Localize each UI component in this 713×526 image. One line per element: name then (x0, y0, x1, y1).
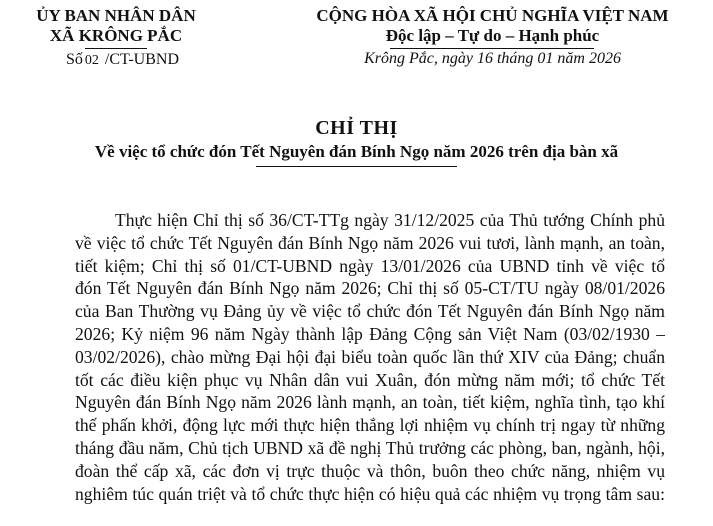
authority-underline (85, 48, 147, 49)
document-subtitle: Về việc tổ chức đón Tết Nguyên đán Bính Ngọ năm 2026 trên địa bàn xã (94, 142, 619, 161)
body-line: Thực hiện Chỉ thị số 36/CT-TTg ngày 31/12/2025 của Thủ tướng Chính phủ (115, 210, 665, 230)
doc-number-value: 02 (84, 53, 99, 68)
body-line: tháng đầu năm, Chủ tịch UBND xã đề nghị Thủ trưởng các phòng, ban, ngành, hội, (75, 437, 665, 458)
issuing-authority: ỦY BAN NHÂN DÂN (36, 6, 196, 25)
body-line: tốt các điều kiện phục vụ Nhân dân vui Xuân, đón mừng năm mới; tổ chức Tết (75, 369, 665, 390)
body-line: Nguyên đán Bính Ngọ năm 2026 lành mạnh, an toàn, tiết kiệm, nghĩa tình, tạo khí (75, 392, 665, 413)
body-line: tiết kiệm; Chỉ thị số 01/CT-UBND ngày 13/01/2026 của UBND tỉnh về việc tổ (75, 255, 665, 276)
place-and-date (272, 49, 713, 69)
national-title: CỘNG HÒA XÃ HỘI CHỦ NGHĨA VIỆT NAM (316, 6, 669, 25)
place-date-prefix: Krông Pắc, ngày (364, 50, 473, 67)
body-paragraph (75, 209, 665, 505)
body-line: đoàn thể cấp xã, các đơn vị trực thuộc và thôn, buôn theo chức năng, nhiệm vụ (75, 460, 665, 481)
body-line: 03/02/2026), chào mừng Đại hội đại biểu toàn quốc lần thứ XIV của Đảng; chuẩn (75, 346, 665, 367)
body-line: 2026; Kỷ niệm 96 năm Ngày thành lập Đảng Cộng sản Việt Nam (03/02/1930 – (75, 323, 665, 344)
body-line: thế phấn khởi, động lực mới thực hiện thắng lợi nhiệm vụ chính trị ngay từ những (75, 415, 665, 436)
commune-name: XÃ KRÔNG PẮC (49, 26, 183, 45)
place-date-year: 2026 (588, 50, 621, 67)
subtitle-underline (256, 166, 457, 167)
doc-number-suffix: /CT-UBND (104, 51, 179, 68)
body-line: đón Tết Nguyên đán Bính Ngọ năm 2026; Chỉ thị số 05-CT/TU ngày 08/01/2026 (75, 278, 665, 299)
body-line: về việc tổ chức Tết Nguyên đán Bính Ngọ năm 2026 vui tươi, lành mạnh, an toàn, (75, 232, 665, 253)
place-date-middle: tháng 01 năm (496, 50, 585, 67)
document-number (66, 50, 179, 71)
national-motto: Độc lập – Tự do – Hạnh phúc (385, 26, 600, 45)
body-line: của Ban Thường vụ Đảng ủy về việc tổ chức đón Tết Nguyên đán Bính Ngọ năm (75, 301, 665, 322)
document-title: CHỈ THỊ (315, 117, 398, 139)
body-line: nghiêm túc quán triệt và tổ chức thực hiện có hiệu quả các nhiệm vụ trọng tâm sau: (75, 483, 665, 504)
doc-number-prefix: Số (66, 51, 83, 68)
place-date-day: 16 (476, 50, 493, 67)
